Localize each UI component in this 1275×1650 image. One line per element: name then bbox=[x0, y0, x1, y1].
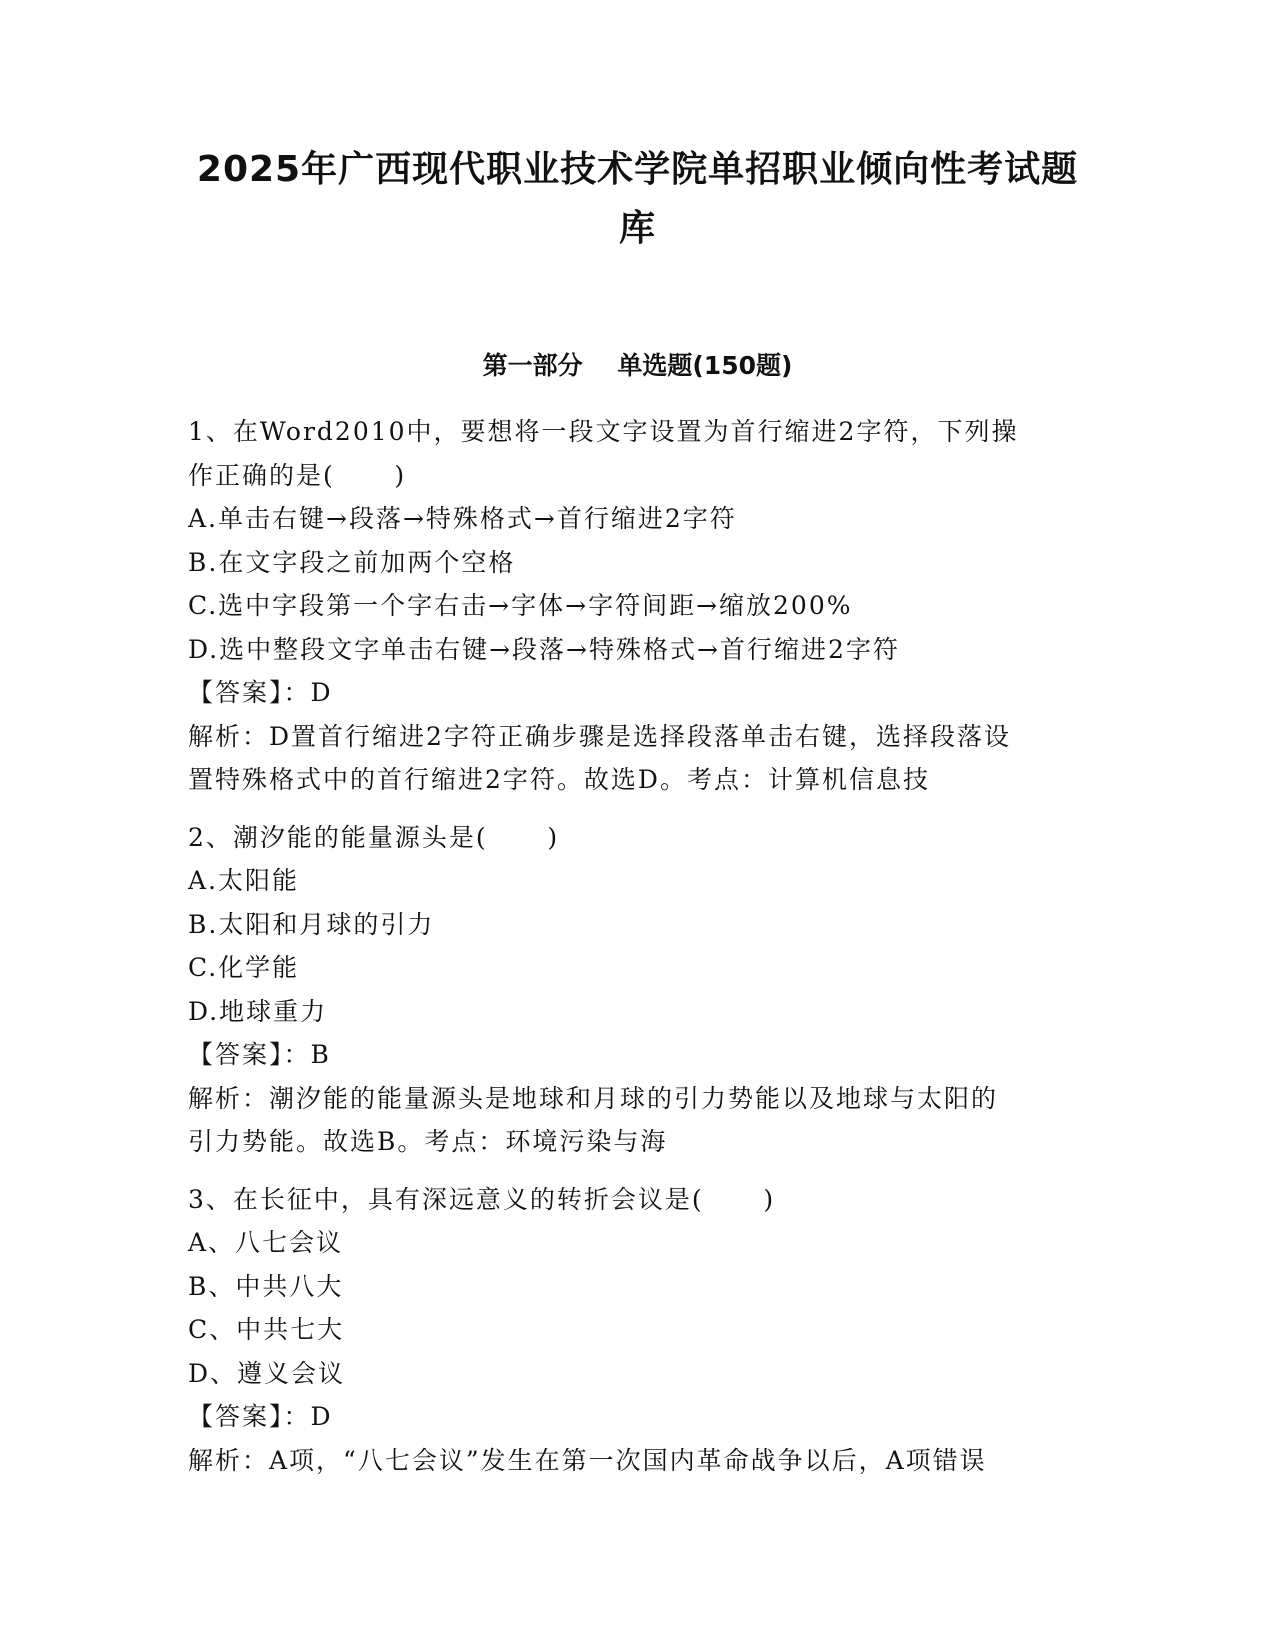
answer-line bbox=[188, 1033, 1088, 1077]
section-heading: 第一部分 单选题(150题) bbox=[482, 351, 793, 380]
option-c: C.化学能 bbox=[188, 953, 300, 982]
option-d: D、遵义会议 bbox=[188, 1358, 346, 1388]
answer-label: 【答案】： bbox=[188, 1040, 311, 1069]
answer-label: 【答案】： bbox=[188, 678, 311, 707]
option-c: C、中共七大 bbox=[188, 1315, 345, 1344]
answer-value: D bbox=[310, 678, 333, 707]
question-stem: 3、在长征中，具有深远意义的转折会议是( ) bbox=[188, 1184, 776, 1214]
analysis-text-continued: 置特殊格式中的首行缩进2字符。故选D。考点：计算机信息技 bbox=[188, 765, 930, 794]
document-title bbox=[150, 140, 1125, 258]
option-a: A.单击右键→段落→特殊格式→首行缩进2字符 bbox=[188, 504, 737, 533]
analysis-text-continued: 引力势能。故选B。考点：环境污染与海 bbox=[188, 1127, 668, 1156]
option-a: A、八七会议 bbox=[188, 1228, 344, 1257]
option-b: B、中共八大 bbox=[188, 1271, 344, 1301]
option-d: D.地球重力 bbox=[188, 996, 328, 1026]
option-d: D.选中整段文字单击右键→段落→特殊格式→首行缩进2字符 bbox=[188, 634, 900, 664]
option-b: B.太阳和月球的引力 bbox=[188, 909, 435, 939]
option-b: B.在文字段之前加两个空格 bbox=[188, 547, 516, 577]
answer-value: B bbox=[310, 1040, 331, 1069]
title-line-1: 2025年广西现代职业技术学院单招职业倾向性考试题 bbox=[196, 149, 1079, 190]
analysis-text: 解析：潮汐能的能量源头是地球和月球的引力势能以及地球与太阳的 bbox=[188, 1083, 999, 1113]
answer-line bbox=[188, 1395, 1088, 1439]
answer-line bbox=[188, 671, 1088, 715]
option-a: A.太阳能 bbox=[188, 866, 300, 895]
answer-value: D bbox=[310, 1402, 333, 1431]
analysis-text: 解析：D置首行缩进2字符正确步骤是选择段落单击右键，选择段落设 bbox=[188, 721, 1011, 751]
answer-label: 【答案】： bbox=[188, 1402, 311, 1431]
option-c: C.选中字段第一个字右击→字体→字符间距→缩放200% bbox=[188, 591, 853, 620]
question-1 bbox=[188, 410, 1088, 802]
question-list bbox=[188, 410, 1088, 1496]
question-3 bbox=[188, 1178, 1088, 1483]
title-line-2: 库 bbox=[618, 208, 656, 249]
question-stem: 1、在Word2010中，要想将一段文字设置为首行缩进2字符，下列操 bbox=[188, 417, 1019, 446]
question-2 bbox=[188, 816, 1088, 1164]
question-stem: 2、潮汐能的能量源头是( ) bbox=[188, 822, 560, 852]
analysis-text: 解析：A项，“八七会议”发生在第一次国内革命战争以后，A项错误 bbox=[188, 1445, 987, 1475]
question-stem-continued: 作正确的是( ) bbox=[188, 460, 407, 490]
